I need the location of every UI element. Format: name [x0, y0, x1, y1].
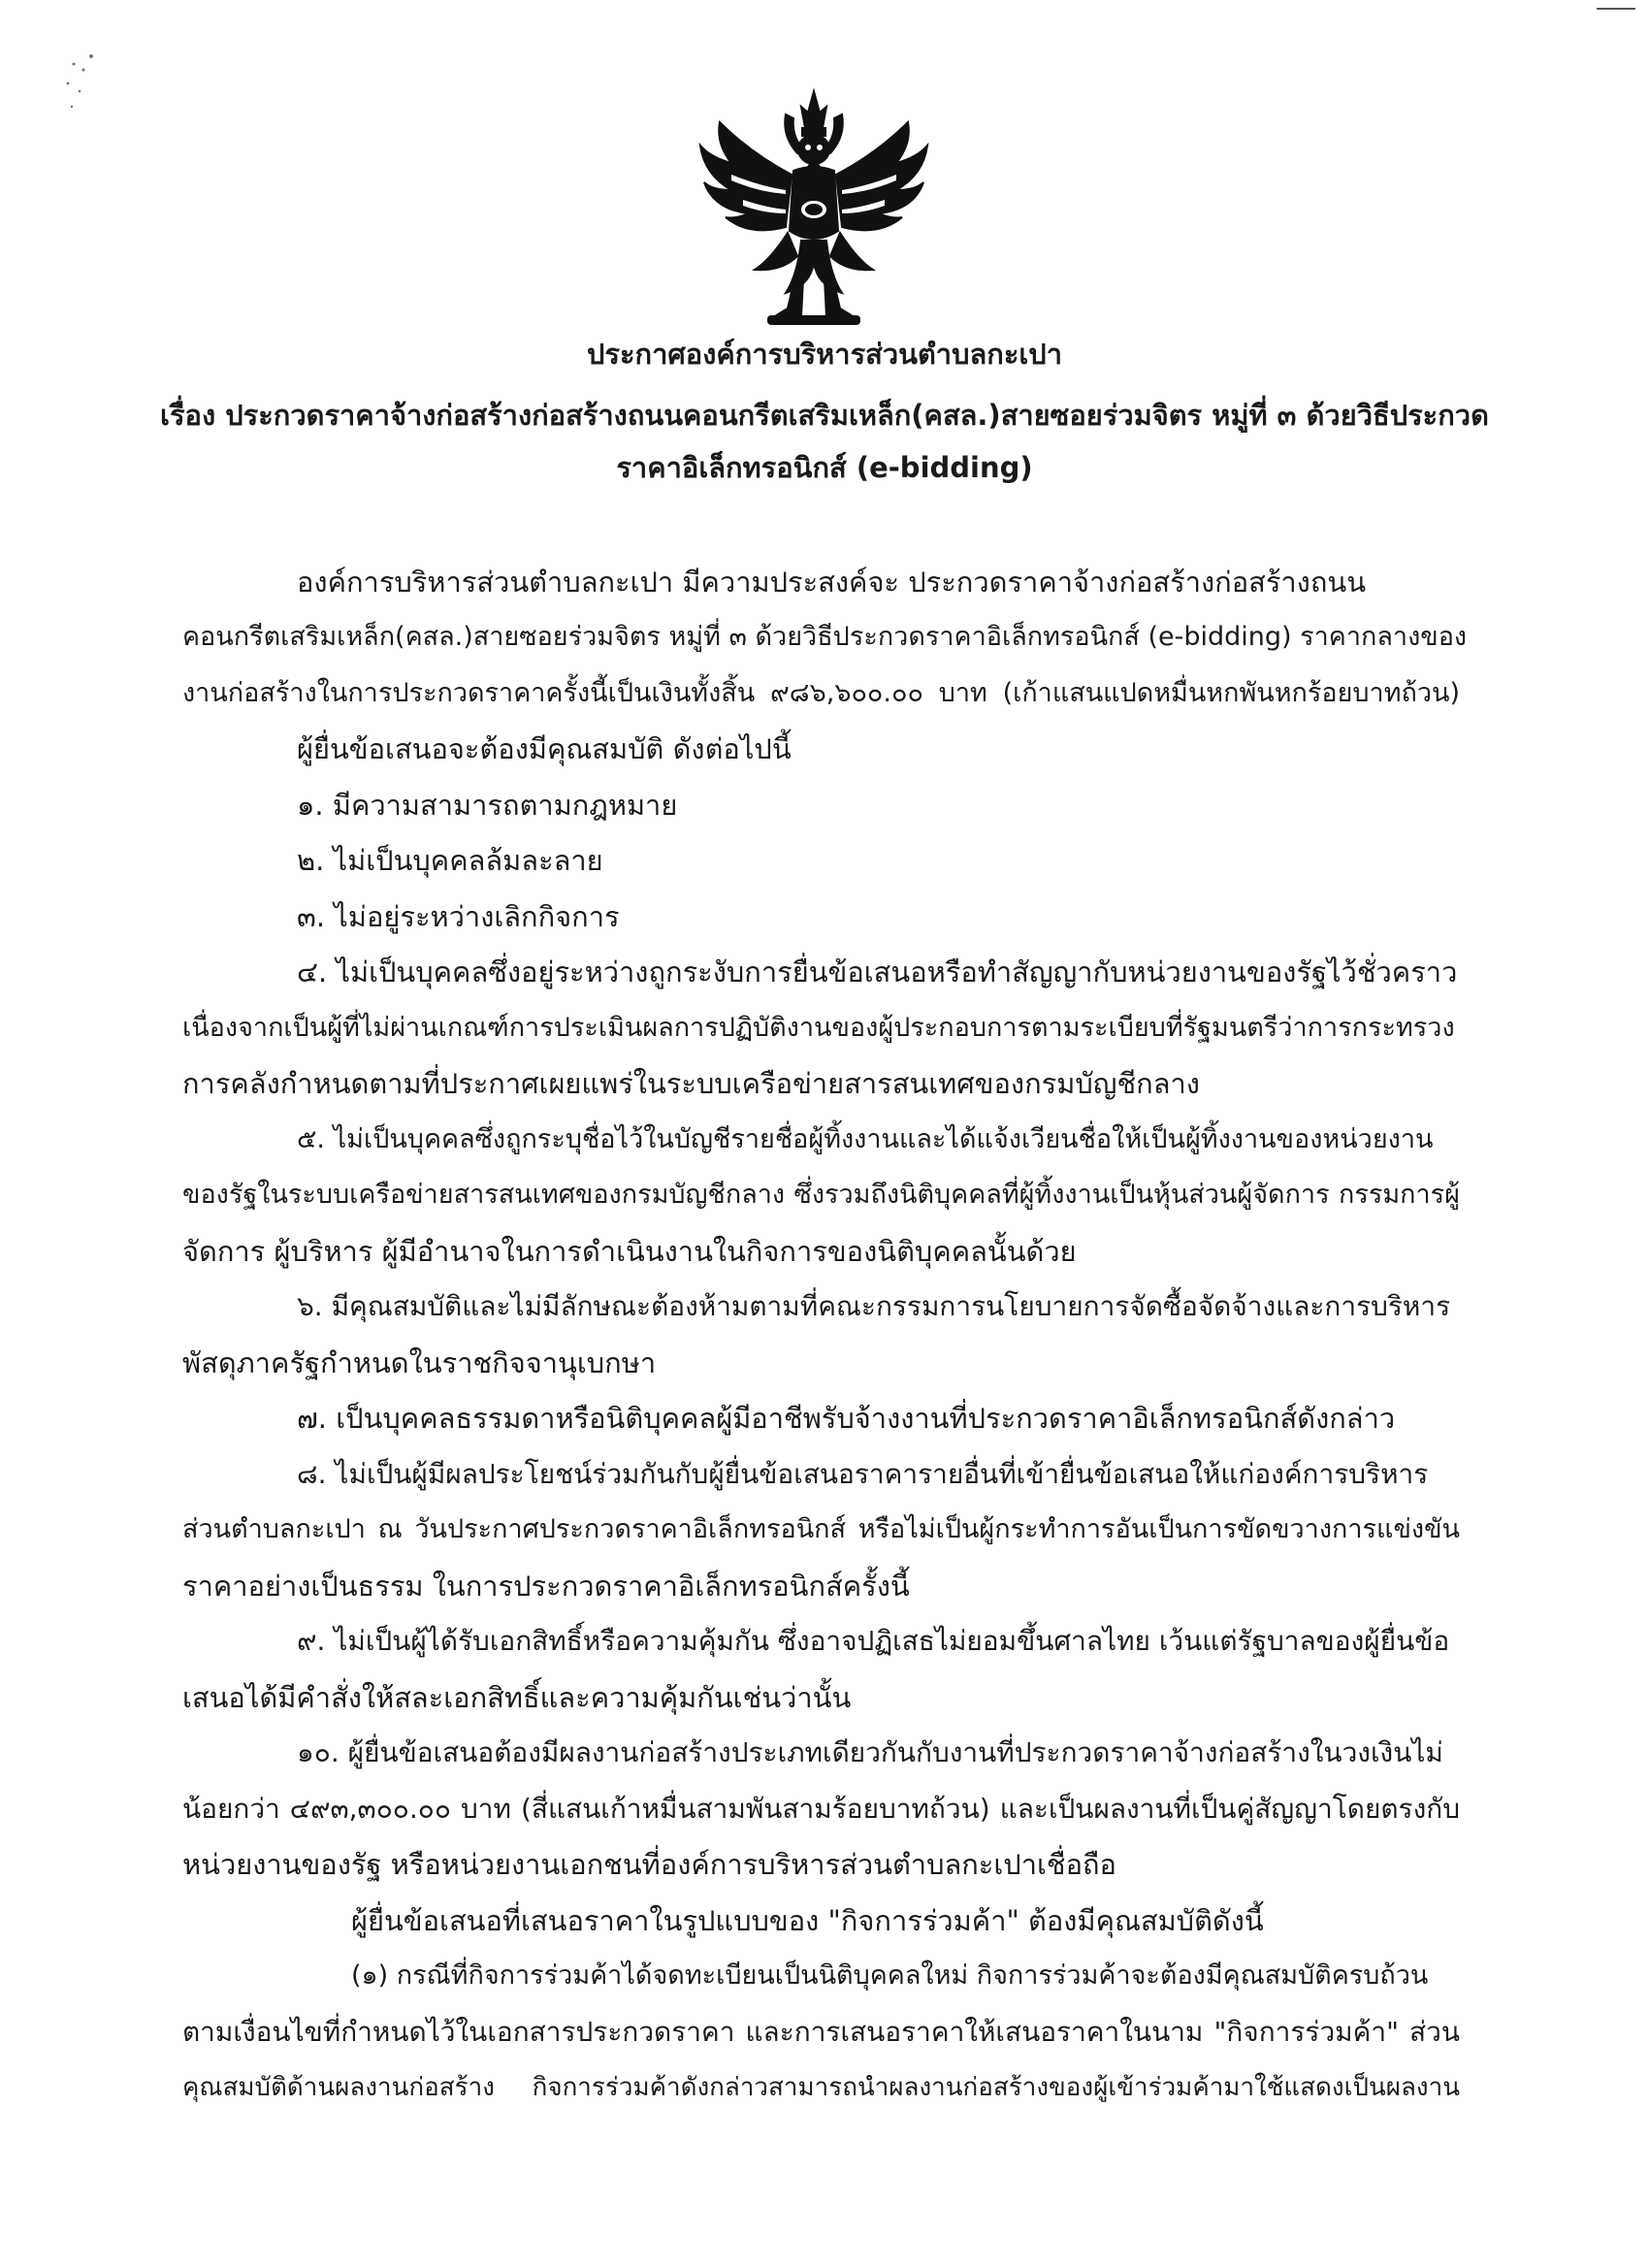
body-line: ส่วนตำบลกะเปา ณ วันประกาศประกวดราคาอิเล็กทรอนิกส์ หรือไม่เป็นผู้กระทำการอันเป็นการขัดขวางการแข่งขัน: [182, 1514, 1460, 1544]
qualification-item: ๒. ไม่เป็นบุคคลล้มละลาย: [297, 844, 603, 877]
body-line: เนื่องจากเป็นผู้ที่ไม่ผ่านเกณฑ์การประเมินผลการปฏิบัติงานของผู้ประกอบการตามระเบียบที่รัฐมนตรีว่าการกระทรวง: [182, 1013, 1455, 1043]
qualification-item: ๖. มีคุณสมบัติและไม่มีลักษณะต้องห้ามตามที่คณะกรรมการนโยบายการจัดซื้อจัดจ้างและการบริหาร: [297, 1290, 1451, 1322]
body-line: คอนกรีตเสริมเหล็ก(คสล.)สายซอยร่วมจิตร หมู่ที่ ๓ ด้วยวิธีประกวดราคาอิเล็กทรอนิกส์ (e-bidding) ราคากลางของ: [182, 622, 1468, 652]
qualification-item: ๑. มีความสามารถตามกฎหมาย: [297, 789, 678, 822]
qualification-item: ๙. ไม่เป็นผู้ได้รับเอกสิทธิ์หรือความคุ้มกัน ซึ่งอาจปฏิเสธไม่ยอมขึ้นศาลไทย เว้นแต่รัฐบาลของผู้ยื่นข้อ: [297, 1625, 1450, 1657]
body-line: งานก่อสร้างในการประกวดราคาครั้งนี้เป็นเงินทั้งสิ้น ๙๘๖,๖๐๐.๐๐ บาท (เก้าแสนแปดหมื่นหกพันหกร้อยบาทถ้วน): [182, 678, 1460, 708]
body-line: ราคาอย่างเป็นธรรม ในการประกวดราคาอิเล็กทรอนิกส์ครั้งนี้: [182, 1570, 910, 1603]
qualification-item: ๘. ไม่เป็นผู้มีผลประโยชน์ร่วมกันกับผู้ยื่นข้อเสนอราคารายอื่นที่เข้ายื่นข้อเสนอให้แก่องค์การบริหาร: [297, 1458, 1429, 1490]
body-line: น้อยกว่า ๔๙๓,๓๐๐.๐๐ บาท (สี่แสนเก้าหมื่นสามพันสามร้อยบาทถ้วน) และเป็นผลงานที่เป็นคู่สัญญาโดยตรงกับ: [182, 1793, 1460, 1825]
joint-venture-item: (๑) กรณีที่กิจการร่วมค้าได้จดทะเบียนเป็นนิติบุคคลใหม่ กิจการร่วมค้าจะต้องมีคุณสมบัติครบถ้วน: [351, 1960, 1429, 1991]
qualification-item: ๑๐. ผู้ยื่นข้อเสนอต้องมีผลงานก่อสร้างประเภทเดียวกันกับงานที่ประกวดราคาจ้างก่อสร้างในวงเงินไม่: [297, 1736, 1443, 1768]
issuer-heading: ประกาศองค์การบริหารส่วนตำบลกะเปา: [586, 338, 1062, 371]
body-line: ผู้ยื่นข้อเสนอจะต้องมีคุณสมบัติ ดังต่อไปนี้: [297, 732, 792, 765]
garuda-emblem-icon: [693, 85, 935, 328]
body-line: ของรัฐในระบบเครือข่ายสารสนเทศของกรมบัญชีกลาง ซึ่งรวมถึงนิติบุคคลที่ผู้ทิ้งงานเป็นหุ้นส่วนผู้จัดการ กรรมการผู้: [182, 1180, 1460, 1210]
qualification-item: ๕. ไม่เป็นบุคคลซึ่งถูกระบุชื่อไว้ในบัญชีรายชื่อผู้ทิ้งงานและได้แจ้งเวียนชื่อให้เป็นผู้ทิ้งงานของหน่วยงาน: [297, 1124, 1434, 1154]
qualification-item: ๓. ไม่อยู่ระหว่างเลิกกิจการ: [297, 900, 620, 933]
body-line: องค์การบริหารส่วนตำบลกะเปา มีความประสงค์จะ ประกวดราคาจ้างก่อสร้างก่อสร้างถนน: [297, 566, 1367, 599]
scan-speck-icon: [62, 50, 120, 118]
subject-heading-line-1: เรื่อง ประกวดราคาจ้างก่อสร้างก่อสร้างถนนคอนกรีตเสริมเหล็ก(คสล.)สายซอยร่วมจิตร หมู่ที่ ๓ ด้วยวิธีประกวด: [160, 399, 1489, 432]
body-line: การคลังกำหนดตามที่ประกาศเผยแพร่ในระบบเครือข่ายสารสนเทศของกรมบัญชีกลาง: [182, 1067, 1200, 1100]
body-line: เสนอได้มีคำสั่งให้สละเอกสิทธิ์และความคุ้มกันเช่นว่านั้น: [182, 1681, 852, 1714]
subject-heading-line-2: ราคาอิเล็กทรอนิกส์ (e-bidding): [616, 451, 1033, 484]
body-line: คุณสมบัติด้านผลงานก่อสร้าง กิจการร่วมค้าดังกล่าวสามารถนำผลงานก่อสร้างของผู้เข้าร่วมค้ามาใช้แสดงเป็นผลงาน: [182, 2073, 1460, 2102]
body-line: พัสดุภาครัฐกำหนดในราชกิจจานุเบกษา: [182, 1346, 657, 1379]
body-line: ตามเงื่อนไขที่กำหนดไว้ในเอกสารประกวดราคา และการเสนอราคาให้เสนอราคาในนาม "กิจการร่วมค้า" ส่วน: [182, 2016, 1460, 2048]
body-line: จัดการ ผู้บริหาร ผู้มีอำนาจในการดำเนินงานในกิจการของนิติบุคคลนั้นด้วย: [182, 1235, 1077, 1268]
scan-edge-mark: [1597, 8, 1635, 10]
joint-venture-heading: ผู้ยื่นข้อเสนอที่เสนอราคาในรูปแบบของ "กิจการร่วมค้า" ต้องมีคุณสมบัติดังนี้: [351, 1904, 1264, 1937]
body-line: หน่วยงานของรัฐ หรือหน่วยงานเอกชนที่องค์การบริหารส่วนตำบลกะเปาเชื่อถือ: [182, 1848, 1116, 1881]
qualification-item: ๔. ไม่เป็นบุคคลซึ่งอยู่ระหว่างถูกระงับการยื่นข้อเสนอหรือทำสัญญากับหน่วยงานของรัฐไว้ชั่วคราว: [297, 956, 1458, 988]
qualification-item: ๗. เป็นบุคคลธรรมดาหรือนิติบุคคลผู้มีอาชีพรับจ้างงานที่ประกวดราคาอิเล็กทรอนิกส์ดังกล่าว: [297, 1402, 1396, 1435]
